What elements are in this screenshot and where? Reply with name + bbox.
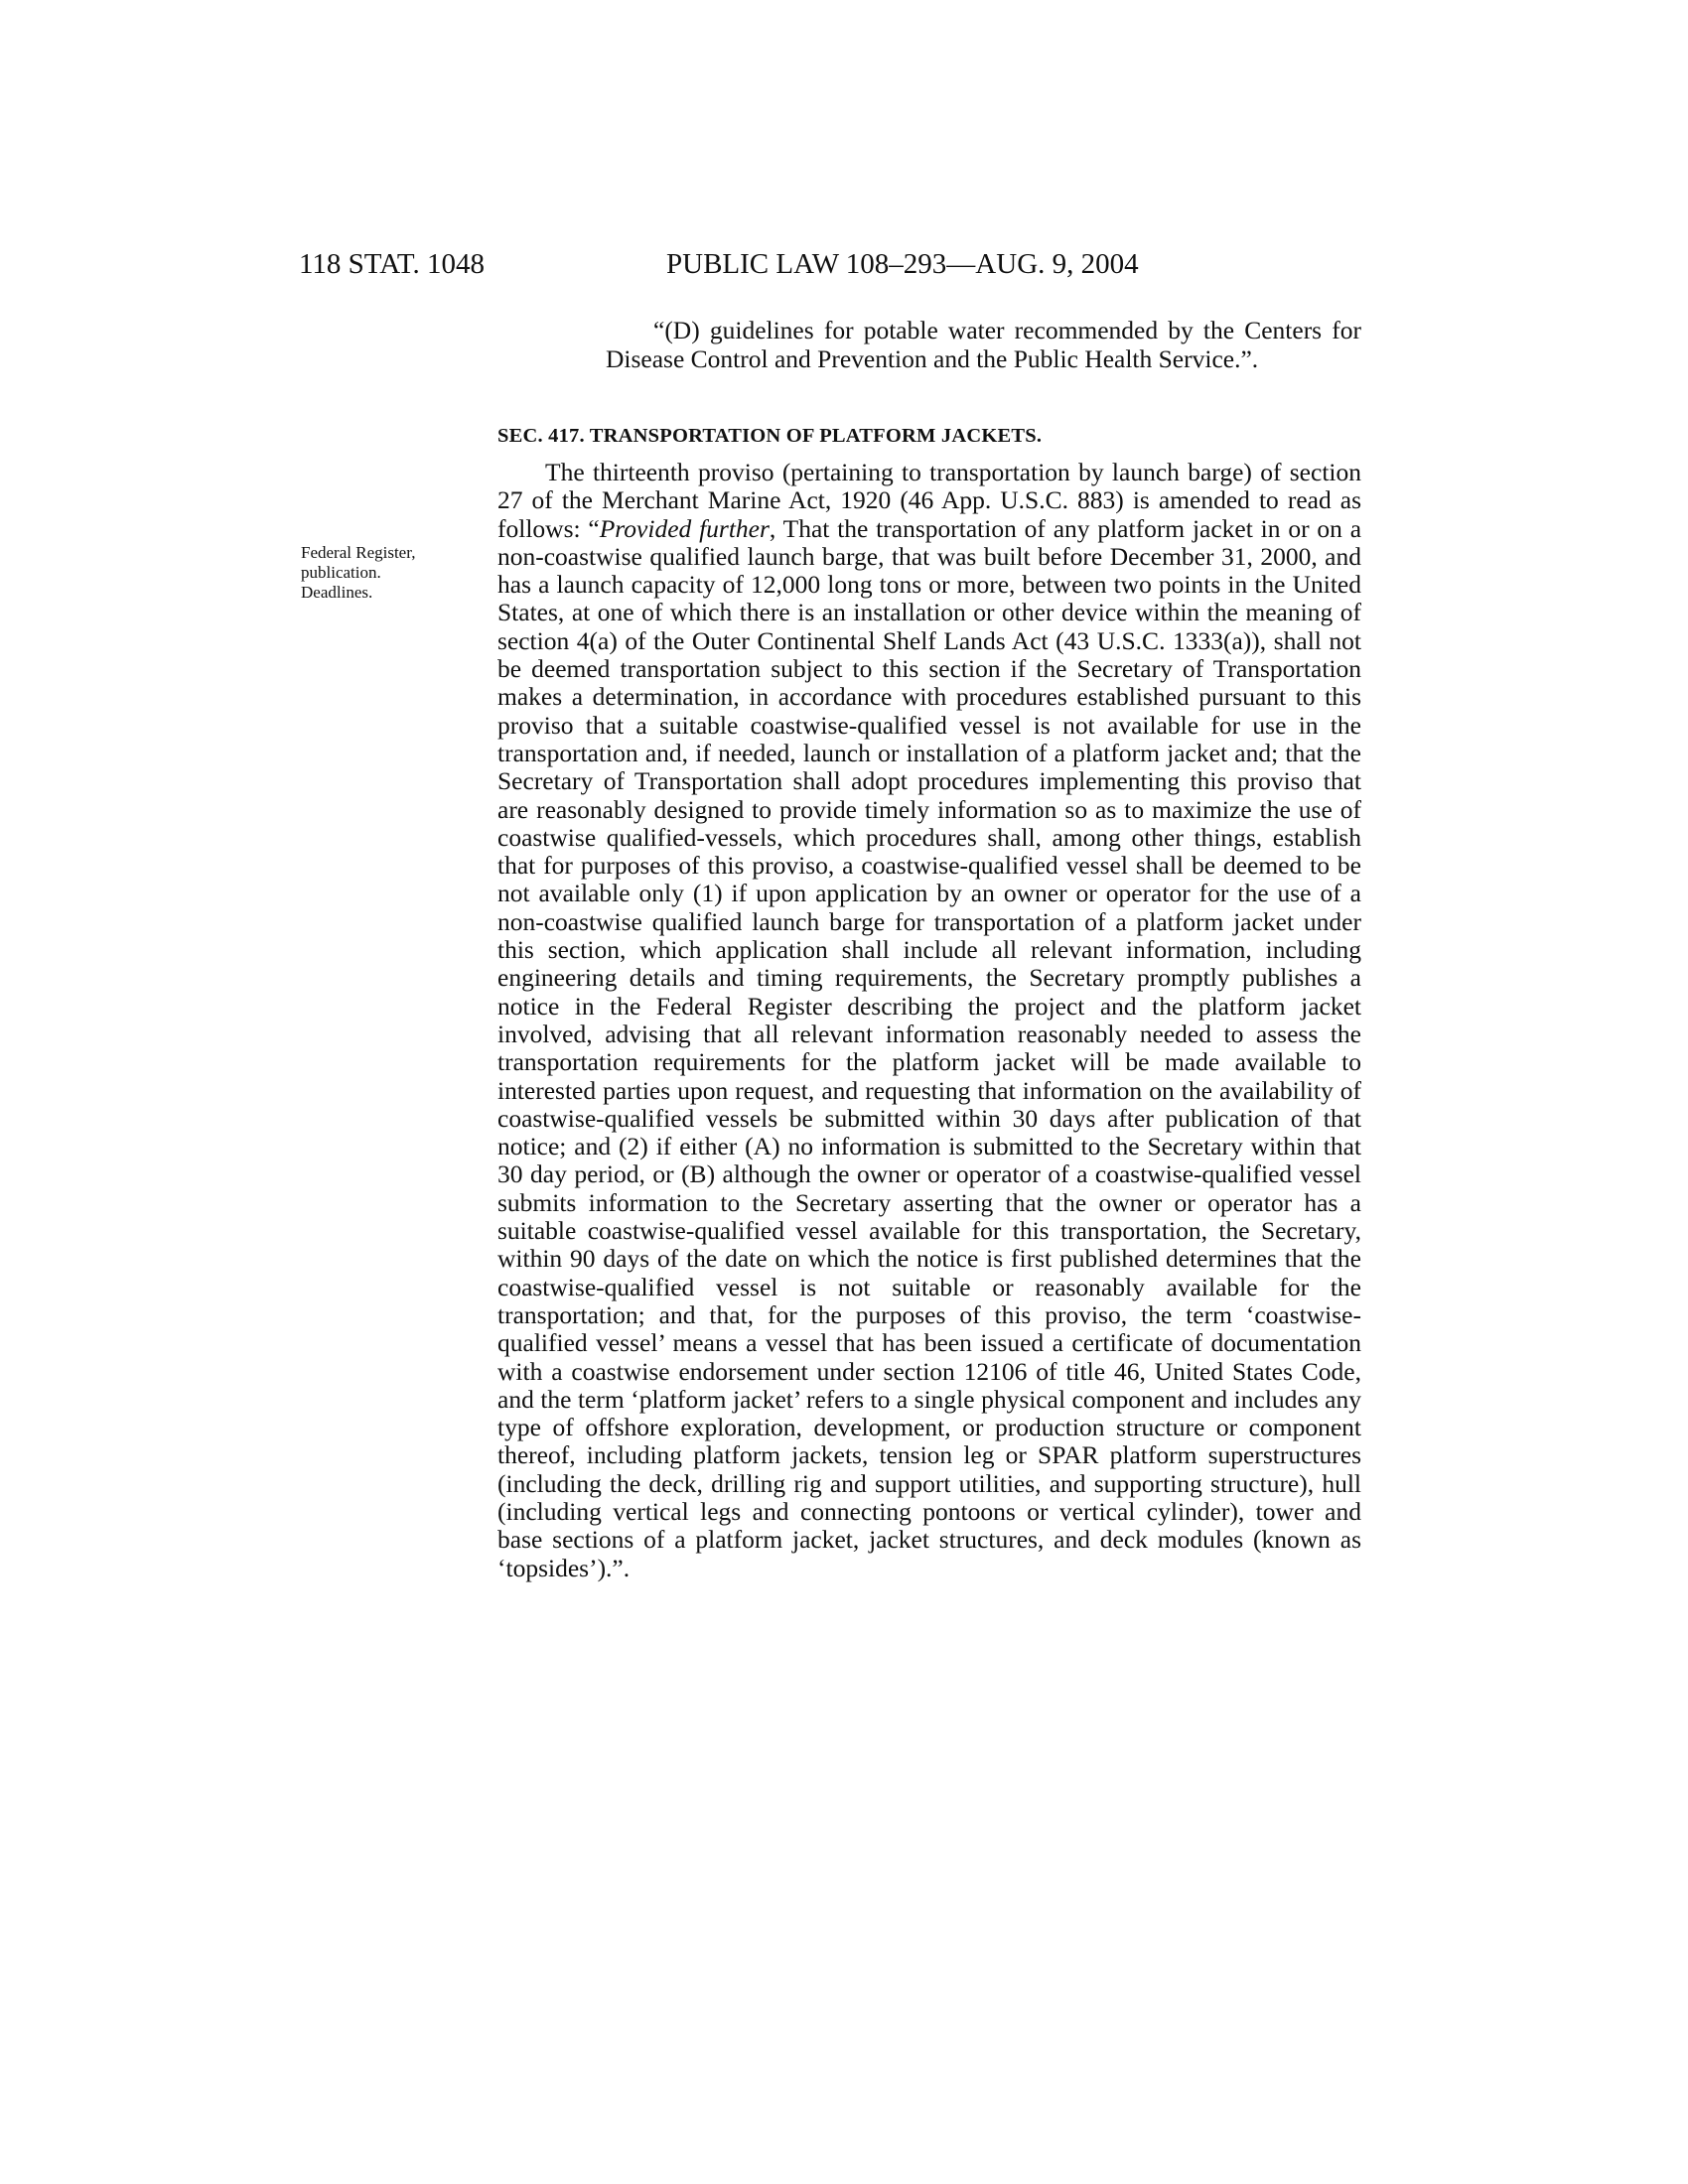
section-body-text <box>497 459 1361 1582</box>
section-heading: SEC. 417. TRANSPORTATION OF PLATFORM JACKETS. <box>497 425 1043 447</box>
margin-note <box>301 543 475 603</box>
stat-reference: 118 STAT. 1048 <box>299 248 485 280</box>
section-text-emphasis: Provided further <box>599 513 770 543</box>
section-text-intro: The thirteenth proviso (pertaining to transportation by launch barge) of section 27 of the Merchant Marine Act, 1920 (46 App. U.S.C. 883) is amended to read as follows: “ <box>497 458 1361 543</box>
section-text-body: , That the transportation of any platform jacket in or on a non-coastwise qualified launch barge, that was built before December 31, 2000, and has a launch capacity of 12,000 long tons or more, between two points in the United States, at one of which there is an installation or other device within the meaning of section 4(a) of the Outer Continental Shelf Lands Act (43 U.S.C. 1333(a)), shall not be deemed transportation subject to this section if the Secretary of Transportation makes a determination, in accordance with procedures established pursuant to this proviso that a suitable coastwise-qualified vessel is not available for use in the transportation and, if needed, launch or installation of a platform jacket and; that the Secretary of Transportation shall adopt procedures implementing this proviso that are reasonably designed to provide timely information so as to maximize the use of coastwise qualified-vessels, which procedures shall, among other things, establish that for purposes of this proviso, a coastwise-qualified vessel shall be deemed to be not available only (1) if upon application by an owner or operator for the use of a non-coastwise qualified launch barge for transportation of a platform jacket under this section, which application shall include all relevant information, including engineering details and timing requirements, the Secretary promptly publishes a notice in the Federal Register describing the project and the platform jacket involved, advising that all relevant information reasonably needed to assess the transportation requirements for the platform jacket will be made available to interested parties upon request, and requesting that information on the availability of coastwise-qualified vessels be submitted within 30 days after publication of that notice; and (2) if either (A) no information is submitted to the Secretary within that 30 day period, or (B) although the owner or operator of a coastwise-qualified vessel submits information to the Secretary asserting that the owner or operator has a suitable coastwise-qualified vessel available for this transportation, the Secretary, within 90 days of the date on which the notice is first published determines that the coastwise-qualified vessel is not suitable or reasonably available for the transportation; and that, for the purposes of this proviso, the term ‘coastwise-qualified vessel’ means a vessel that has been issued a certificate of documentation with a coastwise endorsement under section 12106 of title 46, United States Code, and the term ‘platform jacket’ refers to a single physical component and includes any type of offshore exploration, development, or production structure or component thereof, including platform jackets, tension leg or SPAR platform superstructures (including the deck, drilling rig and support utilities, and supporting structure), hull (including vertical legs and connecting pontoons or vertical cylinder), tower and base sections of a platform jacket, jacket structures, and deck modules (known as ‘topsides’).”. <box>497 513 1362 1582</box>
page-header <box>299 248 1371 288</box>
quoted-provision: “(D) guidelines for potable water recommended by the Centers for Disease Control and Prevention and the Public Health Service.”. <box>606 316 1361 373</box>
margin-note-line: Deadlines. <box>301 583 373 602</box>
law-title: PUBLIC LAW 108–293—AUG. 9, 2004 <box>666 248 1139 280</box>
margin-note-line: Federal Register, <box>301 543 416 562</box>
margin-note-line: publication. <box>301 563 381 582</box>
